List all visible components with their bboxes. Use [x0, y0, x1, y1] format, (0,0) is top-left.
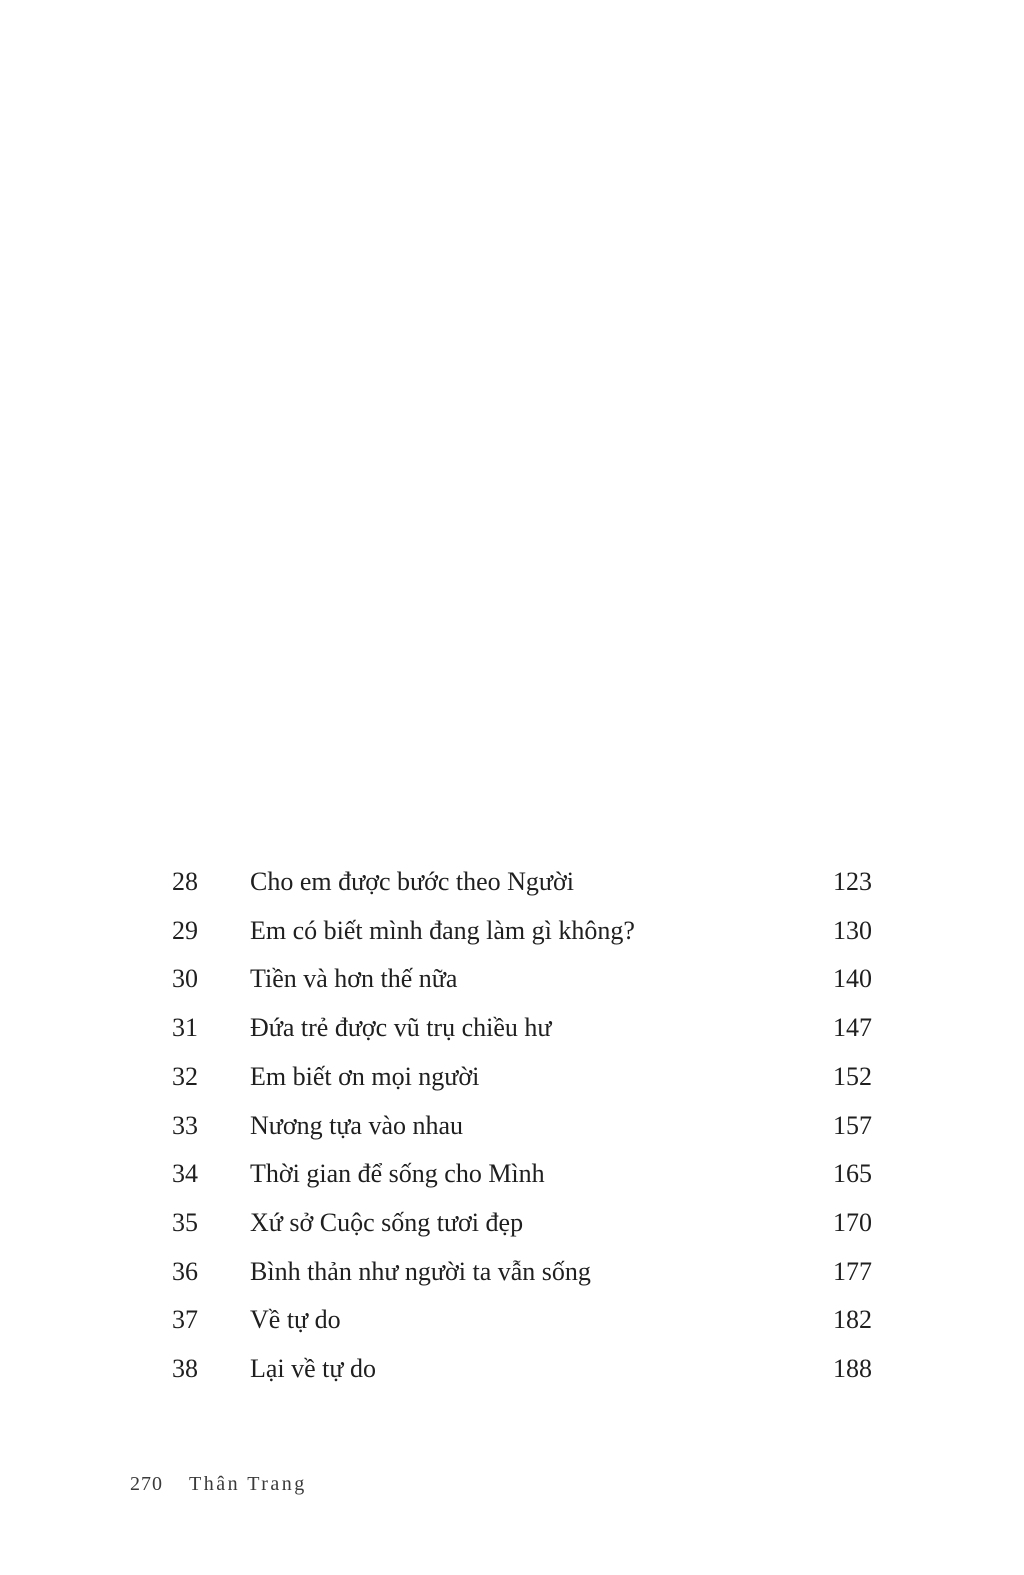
toc-entry-page: 165	[833, 1159, 872, 1189]
toc-entry	[172, 1248, 872, 1297]
toc-entry	[172, 1150, 872, 1199]
toc-entry-page: 123	[833, 867, 872, 896]
toc-entry-title: Lại về tự do	[250, 1354, 377, 1384]
toc-entry	[172, 858, 872, 907]
toc-entry	[172, 955, 872, 1004]
toc-entry-title: Cho em được bước theo Người	[250, 867, 574, 896]
toc-entry-page: 130	[833, 915, 872, 945]
toc-entry-number: 33	[172, 1110, 198, 1140]
toc-entry	[172, 1053, 872, 1102]
toc-entry	[172, 907, 872, 956]
toc-entry-number: 31	[172, 1013, 198, 1043]
toc-entry-page: 177	[833, 1256, 872, 1286]
toc-entry-number: 34	[172, 1159, 198, 1189]
toc-entry-page: 157	[833, 1110, 872, 1140]
footer-running-title: Thân Trang	[189, 1473, 307, 1495]
toc-entry-number: 36	[172, 1256, 198, 1286]
toc-entry	[172, 1296, 872, 1345]
toc-entry-page: 152	[833, 1061, 872, 1091]
toc-entry-number: 35	[172, 1207, 198, 1237]
toc-entry-title: Về tự do	[250, 1305, 341, 1335]
toc-entry-number: 30	[172, 964, 198, 994]
toc-entry-number: 28	[172, 867, 198, 896]
toc-entry-page: 188	[833, 1354, 872, 1384]
toc-entry-title: Xứ sở Cuộc sống tươi đẹp	[250, 1207, 524, 1237]
toc-entry-title: Nương tựa vào nhau	[250, 1110, 464, 1140]
toc-entry	[172, 1102, 872, 1151]
toc-entry-page: 182	[833, 1305, 872, 1335]
toc-entry	[172, 1345, 872, 1394]
toc-entry-number: 38	[172, 1354, 198, 1384]
toc-entry-page: 147	[833, 1013, 872, 1043]
toc-entry-title: Tiền và hơn thế nữa	[250, 964, 458, 994]
toc-entry-title: Em có biết mình đang làm gì không?	[250, 915, 635, 945]
toc-entry-number: 29	[172, 915, 198, 945]
toc-list	[172, 858, 872, 1394]
toc-entry-number: 37	[172, 1305, 198, 1335]
toc-entry-title: Em biết ơn mọi người	[250, 1061, 480, 1091]
page-footer	[130, 1473, 307, 1496]
toc-entry-title: Đứa trẻ được vũ trụ chiều hư	[250, 1013, 552, 1043]
toc-entry	[172, 1199, 872, 1248]
toc-entry-title: Bình thản như người ta vẫn sống	[250, 1256, 591, 1286]
toc-entry-title: Thời gian để sống cho Mình	[250, 1159, 545, 1189]
toc-entry-page: 170	[833, 1207, 872, 1237]
toc-entry-number: 32	[172, 1061, 198, 1091]
toc-entry	[172, 1004, 872, 1053]
toc-entry-page: 140	[833, 964, 872, 994]
footer-page-number: 270	[130, 1473, 163, 1495]
